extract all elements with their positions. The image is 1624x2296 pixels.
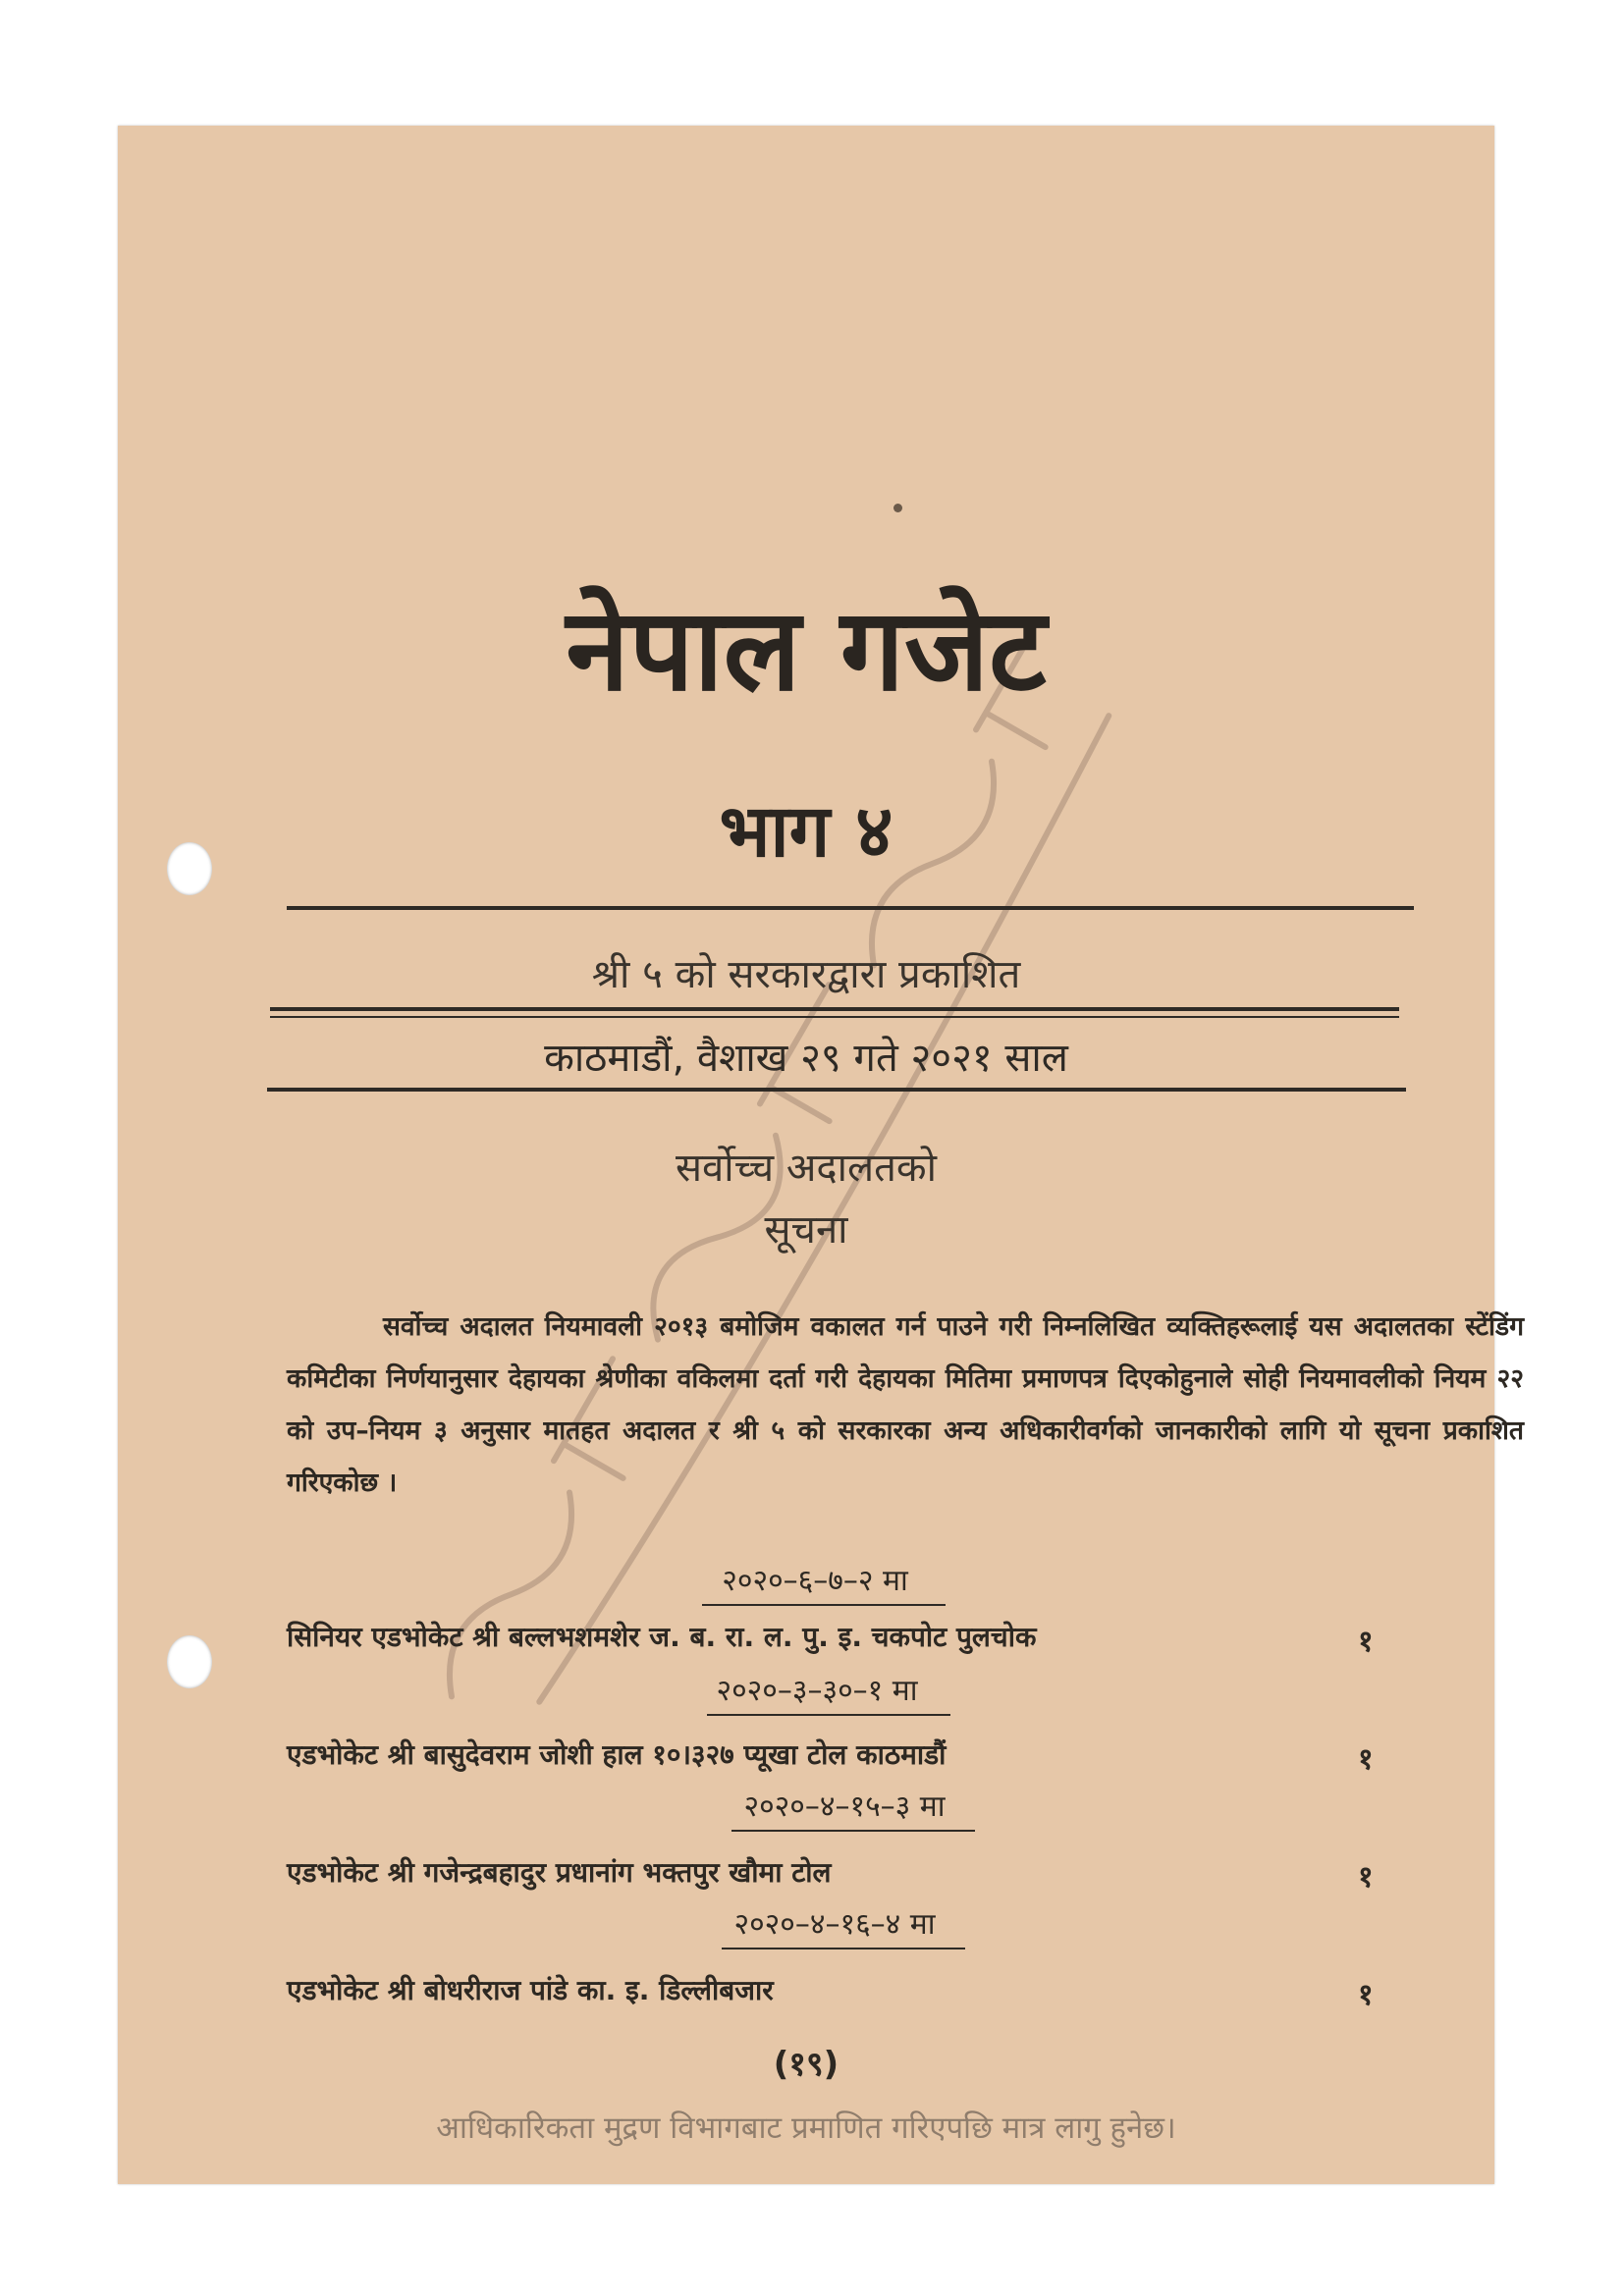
- notice-heading: सर्वोच्च अदालतको: [676, 1146, 937, 1191]
- entry-date: २०२०–४–१६–४ मा: [733, 1907, 936, 1942]
- header-rule: [270, 1016, 1399, 1018]
- gazette-part: भाग ४: [719, 789, 893, 874]
- entry-number: १: [1358, 1625, 1374, 1659]
- entry-number: १: [1358, 1978, 1374, 2012]
- entry-date: २०२०–४–१५–३ मा: [743, 1789, 946, 1824]
- notice-paragraph: सर्वोच्च अदालत नियमावली २०१३ बमोजिम वकालत गर्न पाउने गरी निम्नलिखित व्यक्तिहरूलाई यस अदालतका स्टेंडिंग कमिटीका निर्णयानुसार देहायका श्रेणीका वकिलमा दर्ता गरी देहायका मितिमा प्रमाणपत्र दिएकोहुनाले सोही नियमावलीको नियम २२ को उप–नियम ३ अनुसार मातहत अदालत र श्री ५ को सरकारका अन्य अधिकारीवर्गको जानकारीको लागि यो सूचना प्रकाशित गरिएकोछ ।: [287, 1310, 1524, 1498]
- entry-text: सिनियर एडभोकेट श्री बल्लभशमशेर ज. ब. रा. ल. पु. इ. चकपोट पुलचोक: [287, 1621, 1037, 1653]
- entry-text: एडभोकेट श्री बोधरीराज पांडे का. इ. डिल्लीबजार: [287, 1974, 774, 2006]
- authenticity-footer: आधिकारिकता मुद्रण विभागबाट प्रमाणित गरिएपछि मात्र लागु हुनेछ।: [436, 2110, 1176, 2146]
- publisher-line: श्री ५ को सरकारद्वारा प्रकाशित: [591, 952, 1021, 997]
- ink-speck: [893, 504, 902, 512]
- date-underline: [702, 1604, 946, 1606]
- entry-text: एडभोकेट श्री गजेन्द्रबहादुर प्रधानांग भक्तपुर खौमा टोल: [287, 1856, 832, 1889]
- gazette-title: नेपाल गजेट: [566, 584, 1047, 717]
- punch-hole: [167, 1635, 212, 1688]
- header-rule: [267, 1088, 1406, 1092]
- header-rule: [270, 1007, 1399, 1011]
- entry-number: १: [1358, 1860, 1374, 1895]
- entry-date: २०२०–६–७–२ मा: [722, 1564, 908, 1598]
- entry-text: एडभोकेट श्री बासुदेवराम जोशी हाल १०।३२७ प्यूखा टोल काठमाडौं: [287, 1738, 947, 1771]
- header-rule: [287, 906, 1414, 910]
- dateline: काठमाडौं, वैशाख २९ गते २०२१ साल: [544, 1036, 1068, 1081]
- entry-number: १: [1358, 1742, 1374, 1777]
- date-underline: [707, 1714, 950, 1716]
- date-underline: [731, 1830, 975, 1832]
- gazette-page: [118, 126, 1524, 2184]
- entry-date: २०२०–३–३०–१ मा: [716, 1674, 918, 1708]
- notice-subheading: सूचना: [764, 1207, 848, 1253]
- date-underline: [722, 1948, 965, 1949]
- page-number: (१९): [773, 2045, 839, 2084]
